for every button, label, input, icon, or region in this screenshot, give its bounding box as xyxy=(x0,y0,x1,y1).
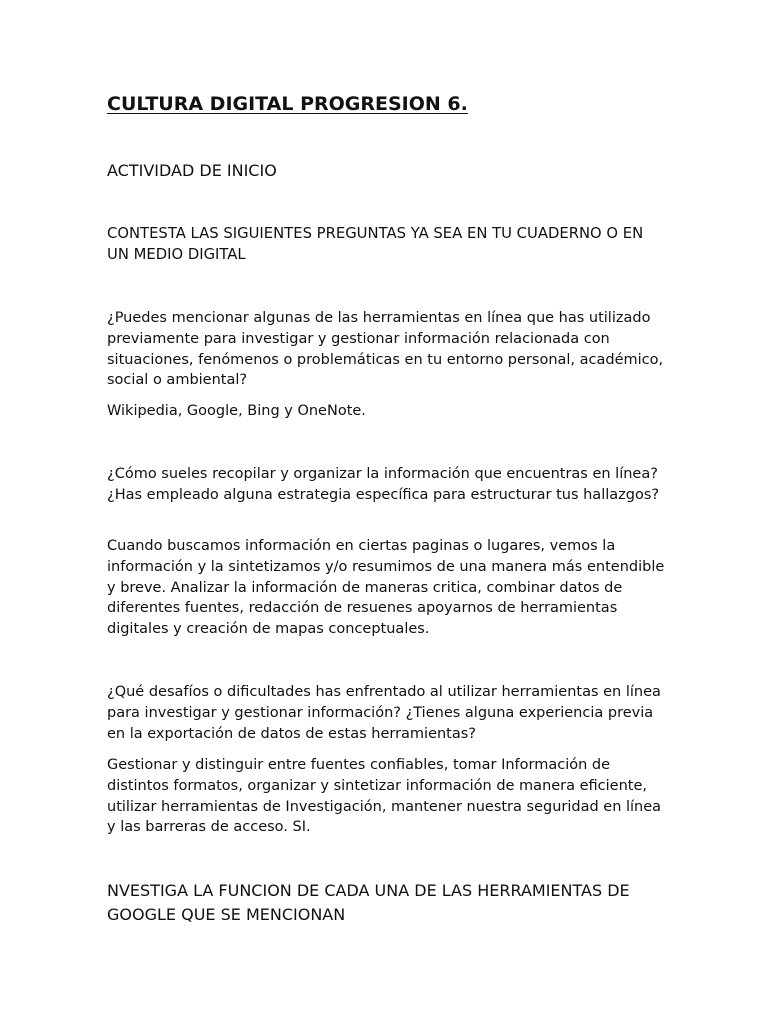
instructions-text: CONTESTA LAS SIGUIENTES PREGUNTAS YA SEA EN TU CUADERNO O EN UN MEDIO DIGITAL xyxy=(107,225,644,263)
answer-3: Gestionar y distinguir entre fuentes confiables, tomar Información de distintos formatos, organizar y sintetizar información de manera eficiente, utilizar herramientas de Investigación, mantener nuestra seguridad en línea y las barreras de acceso. SI. xyxy=(107,757,662,836)
document-title: CULTURA DIGITAL PROGRESION 6. xyxy=(107,93,468,115)
question-3: ¿Qué desafíos o dificultades has enfrentado al utilizar herramientas en línea para investigar y gestionar información? ¿Tienes alguna experiencia previa en la exportación de datos de estas herramientas? xyxy=(107,684,661,742)
question-1: ¿Puedes mencionar algunas de las herramientas en línea que has utilizado previamente para investigar y gestionar información relacionada con situaciones, fenómenos o problemáticas en tu entorno personal, académico, social o ambiental? xyxy=(107,310,664,389)
question-2: ¿Cómo sueles recopilar y organizar la información que encuentras en línea? ¿Has empleado alguna estrategia específica para estructurar tus hallazgos? xyxy=(107,466,660,503)
answer-2: Cuando buscamos información en ciertas paginas o lugares, vemos la información y la sintetizamos y/o resumimos de una manera más entendible y breve. Analizar la información de maneras critica, combinar datos de diferentes fuentes, redacción de resuenes apoyarnos de herramientas digitales y creación de mapas conceptuales. xyxy=(107,538,665,638)
next-section-heading: NVESTIGA LA FUNCION DE CADA UNA DE LAS HERRAMIENTAS DE GOOGLE QUE SE MENCIONAN xyxy=(107,881,630,924)
section-heading: ACTIVIDAD DE INICIO xyxy=(107,161,277,180)
answer-1: Wikipedia, Google, Bing y OneNote. xyxy=(107,403,366,419)
